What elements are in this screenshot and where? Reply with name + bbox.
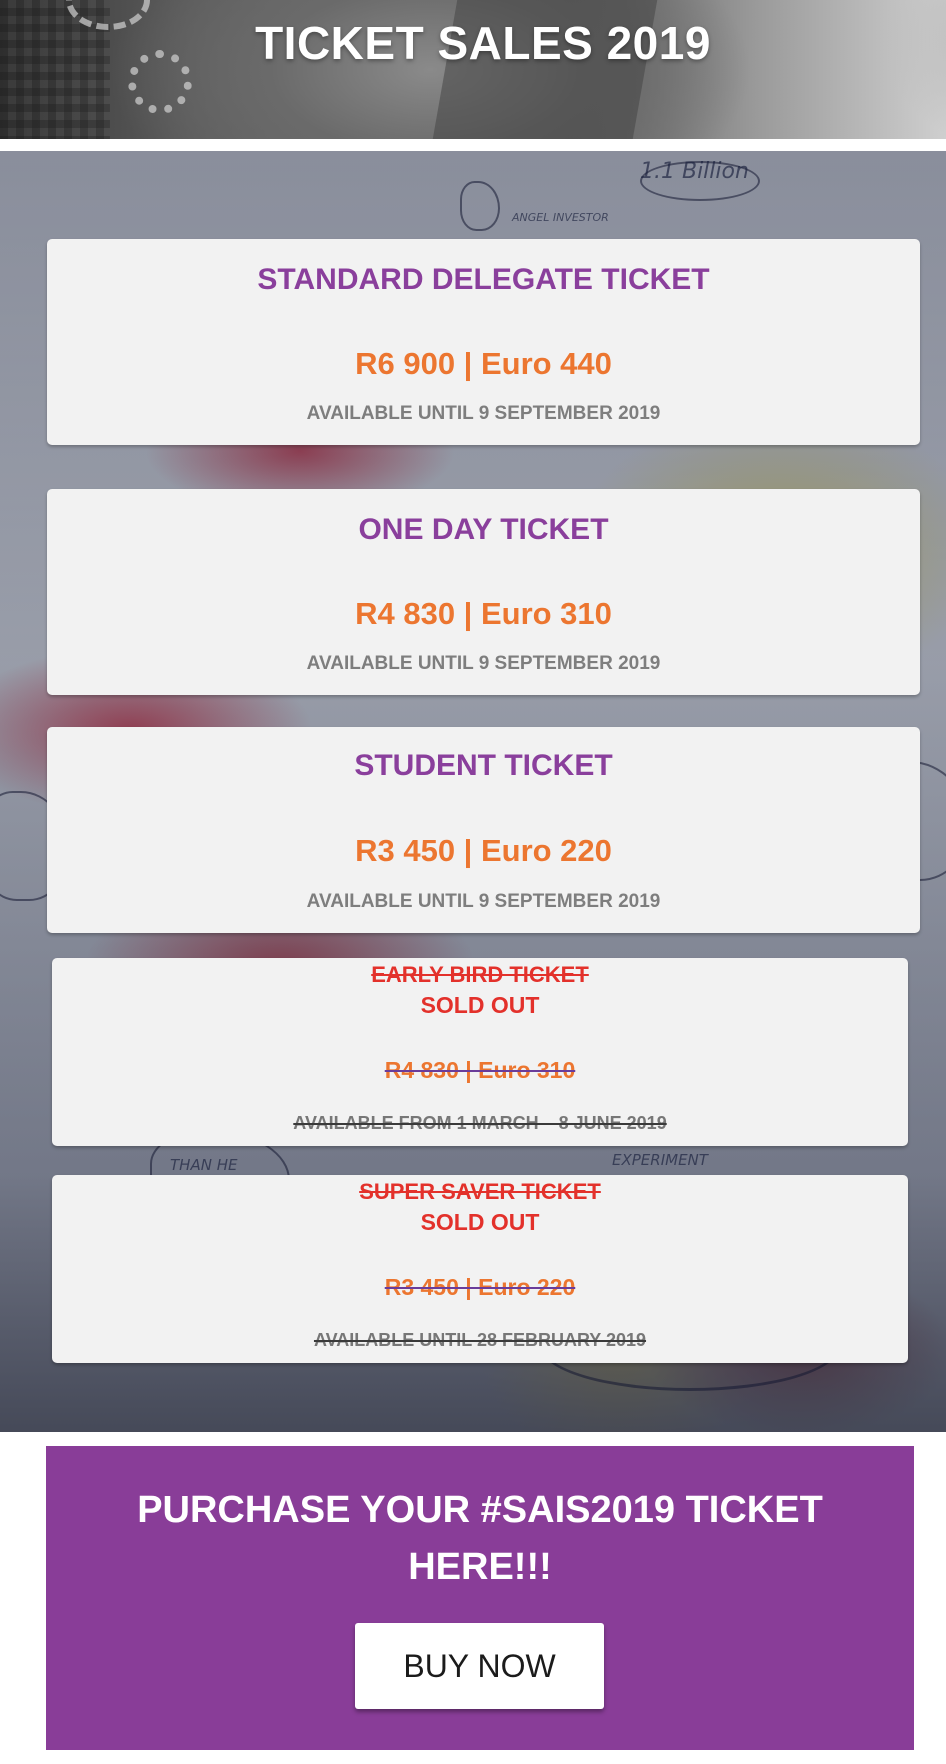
ticket-card-student	[47, 727, 920, 933]
purchase-cta-panel	[46, 1446, 914, 1750]
ticket-availability: AVAILABLE UNTIL 28 FEBRUARY 2019	[313, 1330, 647, 1350]
section-divider	[0, 139, 946, 151]
ticket-title: EARLY BIRD TICKET	[371, 962, 589, 987]
sketch-label: 1.1 Billion	[640, 159, 749, 184]
ticket-price: R3 450 | Euro 220	[384, 1274, 576, 1300]
ticket-availability: AVAILABLE FROM 1 MARCH – 8 JUNE 2019	[293, 1113, 667, 1133]
sold-out-badge: SOLD OUT	[420, 992, 540, 1018]
hero-banner	[0, 0, 946, 139]
ticket-card-early-bird	[52, 958, 908, 1146]
sketch-label: EXPERIMENT	[612, 1151, 708, 1169]
cta-heading: PURCHASE YOUR #SAIS2019 TICKET HERE!!!	[137, 1489, 823, 1588]
ticket-price: R4 830 | Euro 310	[355, 596, 612, 631]
sketch-label: ANGEL INVESTOR	[512, 211, 609, 224]
ticket-availability: AVAILABLE UNTIL 9 SEPTEMBER 2019	[306, 653, 661, 674]
tickets-section	[0, 151, 946, 1432]
ticket-availability: AVAILABLE UNTIL 9 SEPTEMBER 2019	[306, 891, 661, 912]
ticket-price: R4 830 | Euro 310	[384, 1057, 576, 1083]
buy-now-button[interactable]: BUY NOW	[355, 1623, 604, 1709]
ticket-title: STANDARD DELEGATE TICKET	[257, 263, 710, 296]
ticket-title: STUDENT TICKET	[354, 749, 613, 782]
page-title: TICKET SALES 2019	[255, 17, 711, 69]
sketch-label: THAN HE	[170, 1156, 238, 1174]
ticket-price: R3 450 | Euro 220	[355, 833, 612, 868]
ticket-card-standard-delegate	[47, 239, 920, 445]
ticket-card-super-saver	[52, 1175, 908, 1363]
sketch-doodle	[460, 181, 500, 231]
ticket-title: ONE DAY TICKET	[358, 513, 609, 546]
sold-out-badge: SOLD OUT	[420, 1209, 540, 1235]
ticket-price: R6 900 | Euro 440	[355, 346, 612, 381]
ticket-availability: AVAILABLE UNTIL 9 SEPTEMBER 2019	[306, 403, 661, 424]
ticket-card-one-day	[47, 489, 920, 695]
ticket-title: SUPER SAVER TICKET	[359, 1179, 601, 1204]
